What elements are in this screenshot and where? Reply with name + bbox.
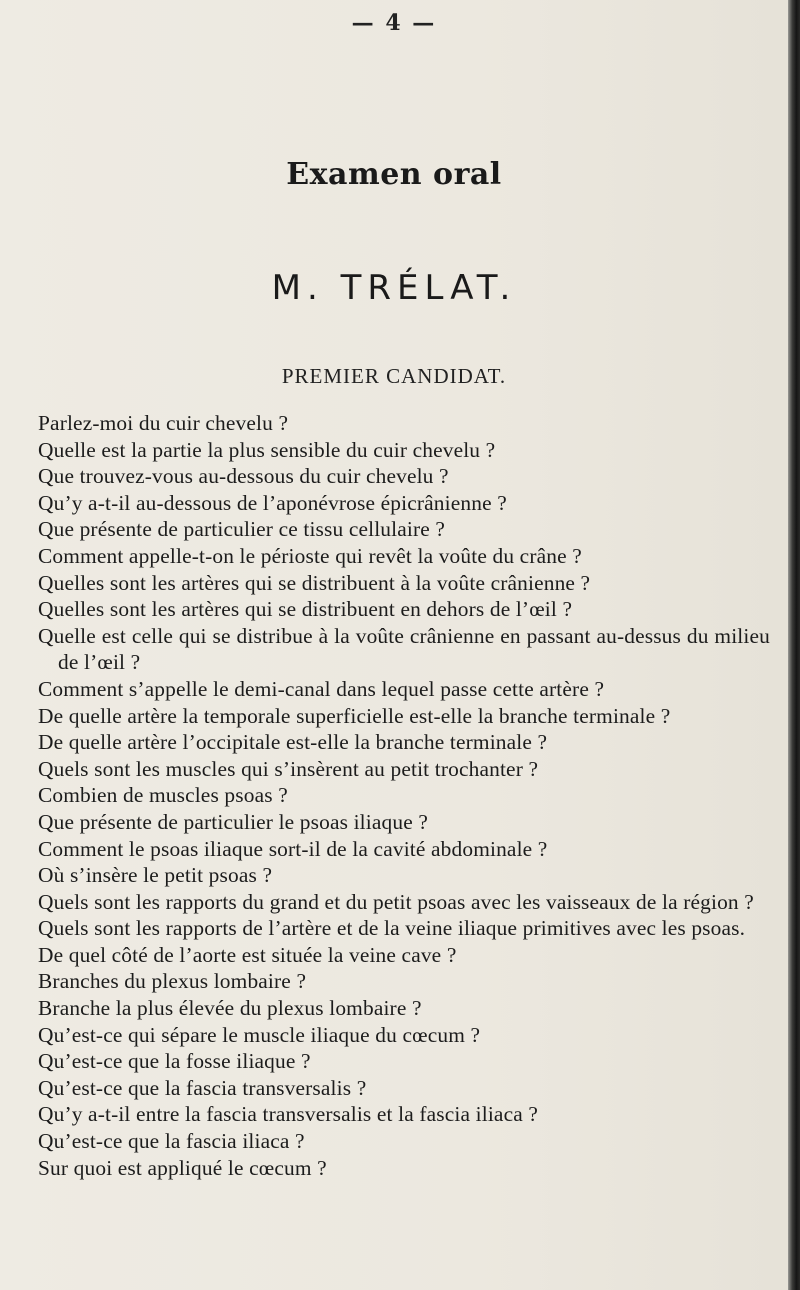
question-item: Sur quoi est appliqué le cœcum ? [38, 1155, 327, 1180]
question-item: Où s’insère le petit psoas ? [38, 863, 273, 888]
question-item: Combien de muscles psoas ? [38, 783, 288, 808]
question-item: Que trouvez-vous au-dessous du cuir chevelu ? [38, 464, 449, 489]
question-item: Qu’est-ce que la fascia transversalis ? [38, 1075, 367, 1100]
question-item: De quelle artère la temporale superficielle est-elle la branche terminale ? [38, 703, 671, 728]
question-item: Quelle est la partie la plus sensible du cuir chevelu ? [38, 437, 496, 462]
question-item: Quels sont les rapports du grand et du petit psoas avec les vaisseaux de la région ? [38, 889, 754, 914]
question-item: Comment s’appelle le demi-canal dans lequel passe cette artère ? [38, 676, 605, 701]
question-item: Quels sont les muscles qui s’insèrent au petit trochanter ? [38, 756, 539, 781]
question-item: Quels sont les rapports de l’artère et de la veine iliaque primitives avec les psoas. [38, 916, 746, 941]
question-item: Comment appelle-t-on le périoste qui revêt la voûte du crâne ? [38, 543, 582, 568]
question-item: Parlez-moi du cuir chevelu ? [38, 411, 289, 435]
question-item: Branches du plexus lombaire ? [38, 969, 307, 994]
question-item: Quelles sont les artères qui se distribuent en dehors de l’œil ? [38, 597, 573, 622]
question-item: Qu’est-ce qui sépare le muscle iliaque du cœcum ? [38, 1022, 481, 1047]
book-binding-edge [788, 0, 800, 1290]
page-title: Examen oral [286, 157, 502, 192]
question-item: Que présente de particulier ce tissu cellulaire ? [38, 517, 446, 542]
question-item: De quelle artère l’occipitale est-elle la branche terminale ? [38, 730, 548, 755]
page-number: — 4 — [351, 10, 437, 36]
question-item: Comment le psoas iliaque sort-il de la cavité abdominale ? [38, 836, 548, 861]
question-item: Que présente de particulier le psoas iliaque ? [38, 809, 428, 834]
question-item: Quelles sont les artères qui se distribuent à la voûte crânienne ? [38, 570, 591, 595]
question-list [38, 410, 770, 1181]
examiner-heading: M. TRÉLAT. [271, 268, 517, 308]
question-item: Qu’est-ce que la fosse iliaque ? [38, 1049, 311, 1074]
question-item: Qu’y a-t-il entre la fascia transversalis et la fascia iliaca ? [38, 1102, 538, 1127]
question-item: Qu’y a-t-il au-dessous de l’aponévrose épicrânienne ? [38, 490, 507, 515]
question-item: Branche la plus élevée du plexus lombaire ? [38, 996, 422, 1021]
question-item: Quelle est celle qui se distribue à la voûte crânienne en passant au-dessus du milieu de l’œil ? [38, 623, 770, 675]
question-item: Qu’est-ce que la fascia iliaca ? [38, 1129, 305, 1154]
candidate-heading: PREMIER CANDIDAT. [281, 364, 507, 388]
question-item: De quel côté de l’aorte est située la veine cave ? [38, 942, 457, 967]
